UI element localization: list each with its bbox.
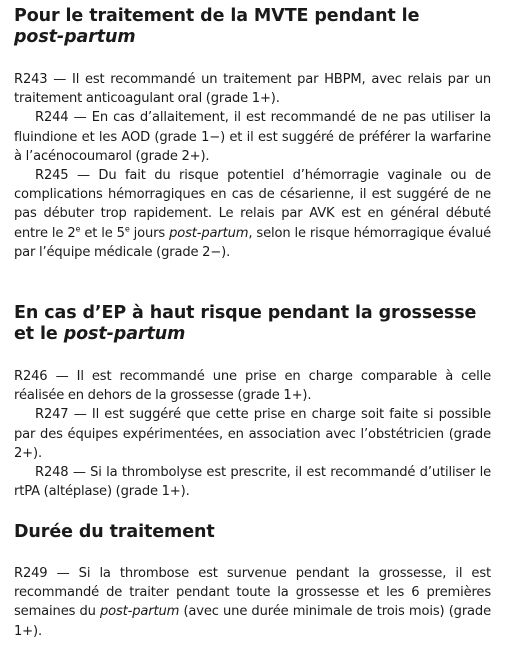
r249-text-a: R249 — Si la thrombose est survenue pendant la grossesse, il est recommandé de traiter pendant toute la grossesse et les 6 premières semaines du [14,566,491,620]
recommendation-r246: R246 — Il est recommandé une prise en charge comparable à celle réalisée en dehors de la grossesse (grade 1+). [14,369,491,404]
section-title-ep-haut-risque [14,303,491,345]
r249-text-b: (avec une durée minimale de trois mois) (grade 1+). [14,604,491,639]
section-title-text: En cas d’EP à haut risque pendant la grossesse et le [14,303,477,344]
section-title-text: Pour le traitement de la MVTE pendant le [14,6,420,26]
recommendation-r248: R248 — Si la thrombolyse est prescrite, il est recommandé d’utiliser le rtPA (altéplase) (grade 1+). [14,465,491,500]
recommendation-r249 [14,564,491,641]
section-title-mvte-post-partum [14,6,491,48]
section-body-duree-traitement [14,564,491,641]
section-title-duree-traitement [14,522,491,543]
section-title-text: Durée du traitement [14,522,215,542]
section-title-italic: post-partum [63,324,186,344]
r245-sup-b: e [124,224,130,234]
recommendation-r247: R247 — Il est suggéré que cette prise en charge soit faite si possible par des équipes expérimentées, en association avec l’obstétricien (grade 2+). [14,407,491,461]
recommendation-r243: R243 — Il est recommandé un traitement par HBPM, avec relais par un traitement anticoagulant oral (grade 1+). [14,72,491,107]
r245-text-c: jours [129,225,170,241]
section-body-ep-haut-risque [14,367,491,501]
r249-italic: post-partum [99,604,180,620]
section-title-italic: post-partum [14,27,136,47]
recommendation-r244: R244 — En cas d’allaitement, il est recommandé de ne pas utiliser la fluindione et les AOD (grade 1−) et il est suggéré de préférer la warfarine à l’acénocoumarol (grade 2+). [14,110,491,164]
recommendation-r245 [14,166,491,262]
section-body-mvte-post-partum [14,70,491,262]
r245-text-a: R245 — Du fait du risque potentiel d’hémorragie vaginale ou de complications hémorragiques en cas de césarienne, il est suggéré de ne pas débuter trop rapidement. Le relais par AVK est en général débuté entre le 2 [14,168,491,241]
r245-text-d: , selon le risque hémorragique évalué par l’équipe médicale (grade 2−). [14,225,492,260]
r245-italic: post-partum [169,225,249,241]
r245-text-b: et le 5 [80,225,125,241]
r245-sup-a: e [75,224,81,234]
